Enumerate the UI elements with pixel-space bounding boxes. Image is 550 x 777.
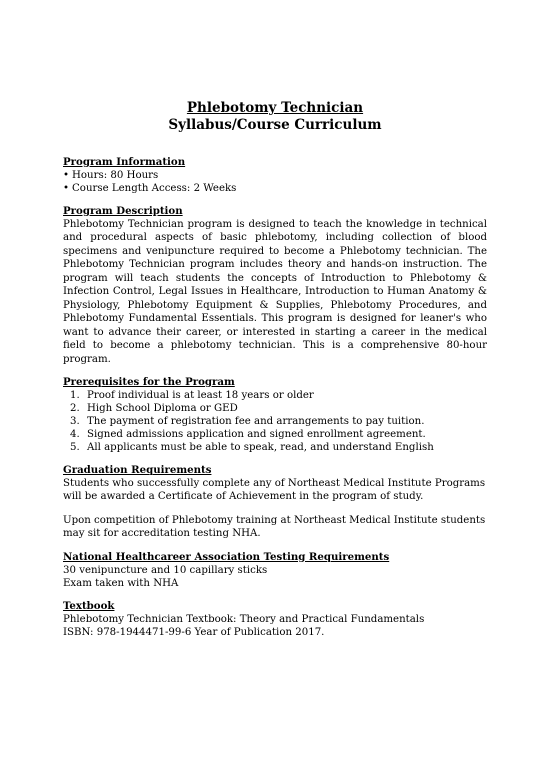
list-item: 1. Proof individual is at least 18 years or older [83,389,487,402]
graduation-heading: Graduation Requirements [63,463,212,476]
nha-testing-section [63,551,487,590]
graduation-paragraph-1: Students who successfully complete any of Northeast Medical Institute Programs will be awarded a Certificate of Achievement in the program of study. [63,477,486,503]
document-title: Phlebotomy Technician [186,100,364,116]
graduation-paragraph-2: Upon competition of Phlebotomy training at Northeast Medical Institute students may sit for accreditation testing NHA. [63,514,486,540]
textbook-title: Phlebotomy Technician Textbook: Theory and Practical Fundamentals [63,613,425,625]
list-item: 5. All applicants must be able to speak, read, and understand English [83,441,487,454]
program-description-section [63,205,487,366]
program-information-heading: Program Information [63,156,186,168]
list-item: 2. High School Diploma or GED [83,402,487,415]
program-description-heading: Program Description [63,205,183,217]
nha-testing-line: Exam taken with NHA [63,577,179,589]
textbook-section [63,600,487,639]
list-item: • Course Length Access: 2 Weeks [63,182,487,195]
nha-testing-heading: National Healthcareer Association Testing Requirements [63,550,390,563]
prerequisites-section [63,376,487,454]
prerequisites-heading: Prerequisites for the Program [63,375,235,388]
graduation-section [63,464,487,541]
list-item: 3. The payment of registration fee and arrangements to pay tuition. [83,415,487,428]
nha-testing-line: 30 venipuncture and 10 capillary sticks [63,564,268,576]
program-description-text: Phlebotomy Technician program is designed to teach the knowledge in technical and procedural aspects of basic phlebotomy, including collection of blood specimens and venipuncture required to become a Phlebotomy technician. The Phlebotomy Technician program includes theory and hands-on instruction. The program will teach students the concepts of Introduction to Phlebotomy & Infection Control, Legal Issues in Healthcare, Introduction to Human Anatomy & Physiology, Phlebotomy Equipment & Supplies, Phlebotomy Procedures, and Phlebotomy Fundamental Essentials. This program is designed for leaner's who want to advance their career, or interested in starting a career in the medical field to become a phlebotomy technician. This is a comprehensive 80-hour program. [63,219,487,365]
textbook-heading: Textbook [63,599,115,612]
prerequisites-list [63,389,487,454]
textbook-isbn: ISBN: 978-1944471-99-6 Year of Publication 2017. [63,626,325,638]
list-item: • Hours: 80 Hours [63,169,487,182]
list-item: 4. Signed admissions application and signed enrollment agreement. [83,428,487,441]
document-subtitle: Syllabus/Course Curriculum [168,117,382,133]
program-information-section [63,156,487,195]
document-content [63,100,487,639]
